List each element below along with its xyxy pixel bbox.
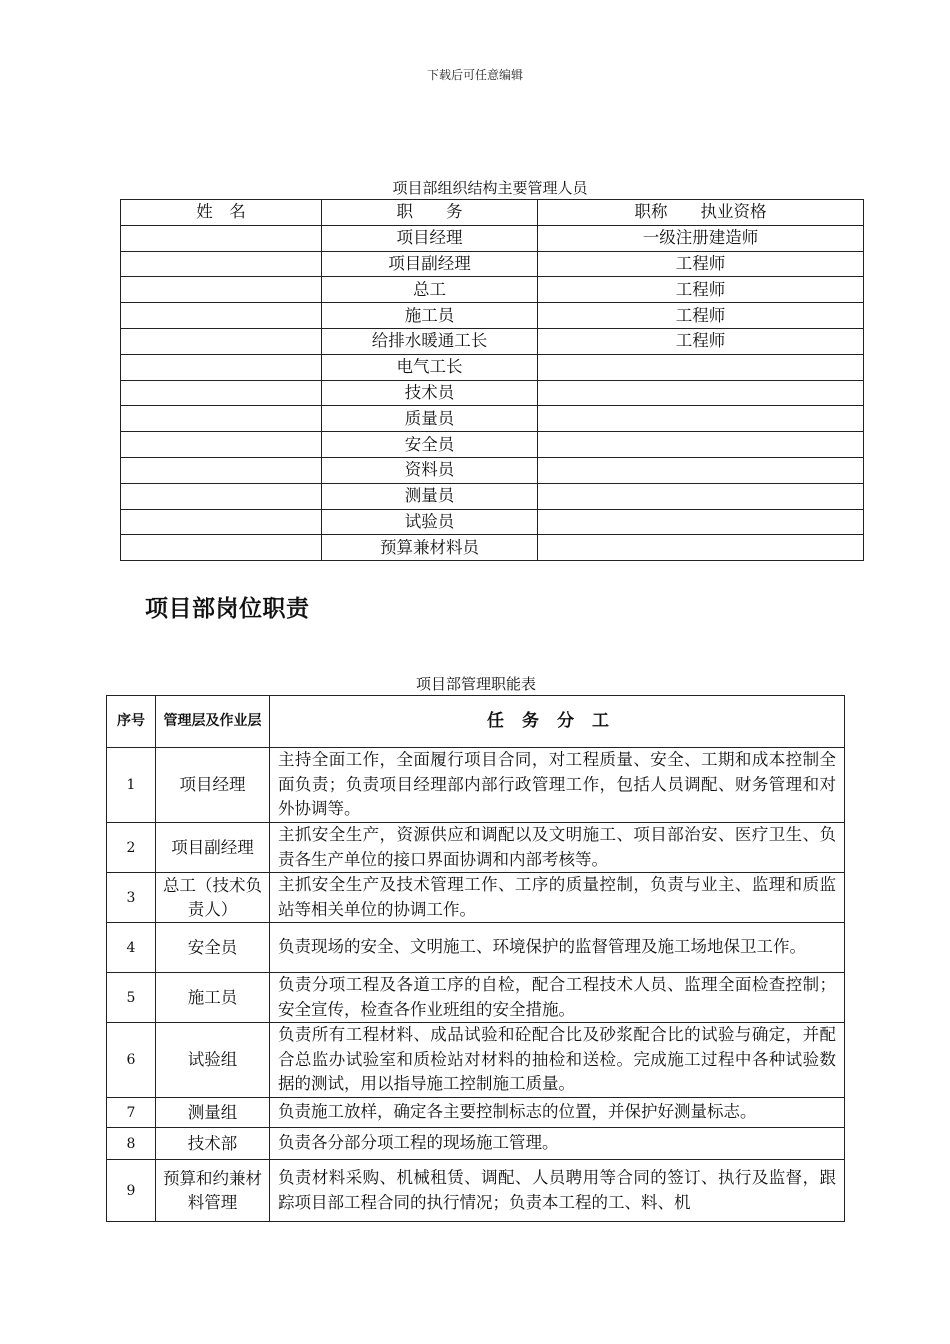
duties-row xyxy=(107,748,845,823)
duties-no-cell: 9 xyxy=(107,1160,156,1222)
duties-task-cell: 负责施工放样，确定各主要控制标志的位置，并保护好测量标志。 xyxy=(270,1098,845,1128)
duties-role-cell: 施工员 xyxy=(156,973,270,1023)
duties-no-cell: 7 xyxy=(107,1098,156,1128)
duties-task-cell: 主抓安全生产，资源供应和调配以及文明施工、项目部治安、医疗卫生、负责各生产单位的接口界面协调和内部考核等。 xyxy=(270,823,845,873)
personnel-name-cell xyxy=(121,303,322,329)
personnel-position-cell: 试验员 xyxy=(322,509,538,535)
personnel-name-cell xyxy=(121,483,322,509)
personnel-qualification-cell xyxy=(538,483,864,509)
personnel-row xyxy=(121,251,864,277)
personnel-row xyxy=(121,328,864,354)
header-name: 姓 名 xyxy=(121,200,322,226)
duties-row xyxy=(107,1160,845,1222)
personnel-name-cell xyxy=(121,380,322,406)
duties-table-header-row xyxy=(107,696,845,748)
header-role: 管理层及作业层 xyxy=(156,696,270,748)
duties-row xyxy=(107,1128,845,1160)
duties-task-cell: 负责所有工程材料、成品试验和砼配合比及砂浆配合比的试验与确定，并配合总监办试验室和质检站对材料的抽检和送检。完成施工过程中各种试验数据的测试，用以指导施工控制施工质量。 xyxy=(270,1023,845,1098)
personnel-qualification-cell xyxy=(538,354,864,380)
duties-task-cell: 负责各分部分项工程的现场施工管理。 xyxy=(270,1128,845,1160)
duties-row xyxy=(107,973,845,1023)
duties-row xyxy=(107,1098,845,1128)
duties-task-cell: 主抓安全生产及技术管理工作、工序的质量控制，负责与业主、监理和质监站等相关单位的协调工作。 xyxy=(270,873,845,923)
duties-role-cell: 试验组 xyxy=(156,1023,270,1098)
duties-task-cell: 主持全面工作，全面履行项目合同，对工程质量、安全、工期和成本控制全面负责；负责项目经理部内部行政管理工作，包括人员调配、财务管理和对外协调等。 xyxy=(270,748,845,823)
duties-table xyxy=(106,695,845,1222)
duties-role-cell: 总工（技术负责人） xyxy=(156,873,270,923)
personnel-row xyxy=(121,432,864,458)
personnel-position-cell: 项目副经理 xyxy=(322,251,538,277)
personnel-position-cell: 总工 xyxy=(322,277,538,303)
personnel-position-cell: 施工员 xyxy=(322,303,538,329)
duties-row xyxy=(107,923,845,973)
duties-role-cell: 项目经理 xyxy=(156,748,270,823)
duties-task-cell: 负责分项工程及各道工序的自检，配合工程技术人员、监理全面检查控制；安全宣传，检查各作业班组的安全措施。 xyxy=(270,973,845,1023)
duties-role-cell: 测量组 xyxy=(156,1098,270,1128)
personnel-name-cell xyxy=(121,354,322,380)
section-heading: 项目部岗位职责 xyxy=(145,596,310,622)
personnel-row xyxy=(121,380,864,406)
personnel-qualification-cell xyxy=(538,380,864,406)
duties-role-cell: 安全员 xyxy=(156,923,270,973)
personnel-qualification-cell: 一级注册建造师 xyxy=(538,225,864,251)
personnel-qualification-cell xyxy=(538,432,864,458)
personnel-qualification-cell xyxy=(538,509,864,535)
personnel-position-cell: 电气工长 xyxy=(322,354,538,380)
personnel-qualification-cell: 工程师 xyxy=(538,251,864,277)
duties-no-cell: 3 xyxy=(107,873,156,923)
personnel-row xyxy=(121,509,864,535)
duties-no-cell: 4 xyxy=(107,923,156,973)
duties-role-cell: 项目副经理 xyxy=(156,823,270,873)
personnel-row xyxy=(121,354,864,380)
duties-table-caption: 项目部管理职能表 xyxy=(415,675,536,693)
personnel-name-cell xyxy=(121,251,322,277)
personnel-position-cell: 测量员 xyxy=(322,483,538,509)
personnel-name-cell xyxy=(121,328,322,354)
personnel-qualification-cell xyxy=(538,457,864,483)
personnel-position-cell: 预算兼材料员 xyxy=(322,535,538,561)
personnel-qualification-cell xyxy=(538,406,864,432)
personnel-name-cell xyxy=(121,535,322,561)
duties-no-cell: 5 xyxy=(107,973,156,1023)
personnel-position-cell: 给排水暖通工长 xyxy=(322,328,538,354)
duties-task-cell: 负责材料采购、机械租赁、调配、人员聘用等合同的签订、执行及监督，跟踪项目部工程合同的执行情况；负责本工程的工、料、机 xyxy=(270,1160,845,1222)
duties-no-cell: 1 xyxy=(107,748,156,823)
personnel-qualification-cell: 工程师 xyxy=(538,303,864,329)
personnel-name-cell xyxy=(121,277,322,303)
personnel-qualification-cell: 工程师 xyxy=(538,277,864,303)
duties-row xyxy=(107,873,845,923)
header-qualification: 职称 执业资格 xyxy=(538,200,864,226)
download-note: 下载后可任意编辑 xyxy=(426,68,523,82)
personnel-table-header-row xyxy=(121,200,864,226)
personnel-position-cell: 安全员 xyxy=(322,432,538,458)
duties-row xyxy=(107,823,845,873)
personnel-row xyxy=(121,277,864,303)
personnel-name-cell xyxy=(121,406,322,432)
personnel-row xyxy=(121,483,864,509)
duties-no-cell: 8 xyxy=(107,1128,156,1160)
personnel-row xyxy=(121,535,864,561)
personnel-row xyxy=(121,457,864,483)
personnel-position-cell: 质量员 xyxy=(322,406,538,432)
duties-role-cell: 预算和约兼材料管理 xyxy=(156,1160,270,1222)
header-position: 职 务 xyxy=(322,200,538,226)
personnel-table xyxy=(120,199,864,561)
personnel-name-cell xyxy=(121,432,322,458)
header-no: 序号 xyxy=(107,696,156,748)
personnel-name-cell xyxy=(121,225,322,251)
duties-task-cell: 负责现场的安全、文明施工、环境保护的监督管理及施工场地保卫工作。 xyxy=(270,923,845,973)
personnel-table-caption: 项目部组织结构主要管理人员 xyxy=(392,179,588,197)
duties-row xyxy=(107,1023,845,1098)
header-task: 任务分工 xyxy=(270,696,845,748)
personnel-row xyxy=(121,406,864,432)
personnel-name-cell xyxy=(121,509,322,535)
personnel-position-cell: 项目经理 xyxy=(322,225,538,251)
personnel-position-cell: 资料员 xyxy=(322,457,538,483)
duties-no-cell: 2 xyxy=(107,823,156,873)
personnel-row xyxy=(121,225,864,251)
duties-no-cell: 6 xyxy=(107,1023,156,1098)
duties-role-cell: 技术部 xyxy=(156,1128,270,1160)
personnel-position-cell: 技术员 xyxy=(322,380,538,406)
personnel-qualification-cell: 工程师 xyxy=(538,328,864,354)
personnel-name-cell xyxy=(121,457,322,483)
personnel-row xyxy=(121,303,864,329)
personnel-qualification-cell xyxy=(538,535,864,561)
